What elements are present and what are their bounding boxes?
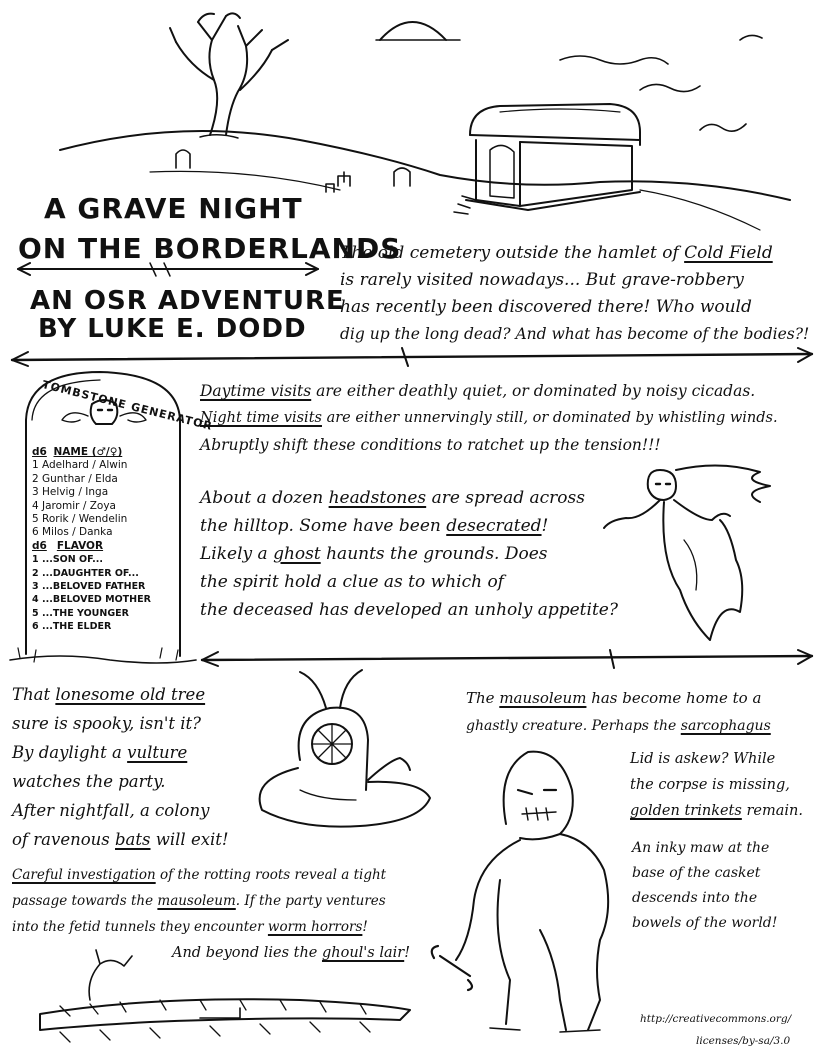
clouds-drawing bbox=[560, 35, 762, 131]
nighttime-keyword: Night time visits bbox=[200, 410, 322, 426]
headstones-line-2 bbox=[200, 512, 620, 540]
flavors-value: ...BELOVED FATHER bbox=[42, 581, 146, 593]
mausoleum-keyword: mausoleum bbox=[499, 689, 587, 707]
names-value: Rorik / Wendelin bbox=[42, 513, 128, 526]
flavors-value: ...BELOVED MOTHER bbox=[42, 594, 151, 606]
names-row bbox=[32, 513, 182, 526]
names-row bbox=[32, 473, 182, 486]
names-value: Milos / Danka bbox=[42, 526, 113, 539]
flavors-value: ...THE ELDER bbox=[42, 621, 112, 633]
daytime-keyword: Daytime visits bbox=[200, 382, 312, 400]
title-line-1: A GRAVE NIGHT bbox=[44, 192, 303, 225]
tree-text: of ravenous bbox=[12, 830, 115, 849]
desecrated-keyword: desecrated bbox=[446, 516, 542, 536]
investigation-text: And beyond lies the bbox=[172, 945, 322, 961]
names-list bbox=[32, 459, 182, 539]
names-header bbox=[32, 446, 182, 459]
cold-field-keyword: Cold Field bbox=[684, 243, 773, 263]
tree-line-5: After nightfall, a colony bbox=[12, 801, 210, 820]
tombstone-heading: TOMBSTONE GENERATOR bbox=[40, 378, 215, 434]
mausoleum-line-7: base of the casket bbox=[632, 865, 761, 881]
tree-line-2: sure is spooky, isn't it? bbox=[12, 714, 202, 733]
tree-line-6 bbox=[12, 825, 272, 854]
moon-drawing bbox=[376, 22, 460, 40]
mausoleum-line-4: the corpse is missing, bbox=[630, 777, 790, 793]
intro-paragraph bbox=[340, 240, 810, 348]
divider-middle bbox=[202, 650, 812, 668]
headstones-line-1 bbox=[200, 484, 620, 512]
license-line-2: licenses/by-sa/3.0 bbox=[696, 1035, 791, 1047]
names-roll: 5 bbox=[32, 513, 39, 526]
license-text bbox=[640, 1008, 812, 1052]
tree-line-4: watches the party. bbox=[12, 772, 166, 791]
mausoleum-line-5 bbox=[630, 798, 810, 824]
mausoleum-line-8: descends into the bbox=[632, 890, 758, 906]
intro-line-1 bbox=[340, 240, 810, 267]
mausoleum-line-6: An inky maw at the bbox=[632, 840, 770, 856]
names-value: Adelhard / Alwin bbox=[42, 459, 128, 472]
headstones-text: ! bbox=[541, 516, 549, 536]
names-die: d6 bbox=[32, 446, 47, 458]
investigation-text: . If the party ventures bbox=[235, 893, 386, 909]
tree-text: That bbox=[12, 685, 56, 704]
mausoleum-line-3: Lid is askew? While bbox=[630, 751, 776, 767]
flavors-value: ...DAUGHTER OF... bbox=[42, 567, 139, 579]
names-row bbox=[32, 526, 182, 539]
flavors-value: ...SON OF... bbox=[42, 554, 103, 566]
tree-line-1 bbox=[12, 680, 272, 709]
bats-keyword: bats bbox=[115, 830, 151, 849]
flavors-roll: 6 bbox=[32, 621, 39, 633]
names-column-header: NAME (♂/♀) bbox=[53, 446, 123, 458]
mausoleum-paragraph-3 bbox=[632, 836, 810, 936]
investigation-text: of the rotting roots reveal a tight bbox=[155, 867, 387, 883]
names-row bbox=[32, 486, 182, 499]
investigation-line-2 bbox=[12, 888, 442, 914]
tree-drawing bbox=[170, 13, 288, 138]
investigation-line-4 bbox=[12, 940, 442, 966]
flavor-header bbox=[32, 540, 182, 553]
flavors-roll: 5 bbox=[32, 607, 39, 619]
ghost-drawing bbox=[604, 465, 770, 640]
mausoleum-line-2 bbox=[466, 712, 811, 740]
investigation-text: into the fetid tunnels they encounter bbox=[12, 919, 268, 935]
investigation-keyword: Careful investigation bbox=[12, 867, 156, 883]
names-roll: 4 bbox=[32, 499, 39, 512]
tree-text: will exit! bbox=[150, 830, 229, 849]
names-roll: 2 bbox=[32, 472, 39, 485]
flavor-list bbox=[32, 553, 182, 633]
names-value: Jaromir / Zoya bbox=[42, 499, 116, 512]
lonesome-tree-keyword: lonesome old tree bbox=[55, 685, 206, 704]
conditions-paragraph bbox=[200, 378, 810, 459]
investigation-text: ! bbox=[362, 919, 368, 935]
names-value: Helvig / Inga bbox=[42, 486, 109, 499]
title-line-3: AN OSR ADVENTURE bbox=[30, 286, 345, 316]
conditions-line-3: Abruptly shift these conditions to ratchet up the tension!!! bbox=[200, 436, 661, 454]
divider-top bbox=[12, 348, 812, 366]
golden-trinkets-keyword: golden trinkets bbox=[630, 803, 742, 819]
intro-line-4: dig up the long dead? And what has become of the bodies?! bbox=[340, 325, 810, 343]
worm-horrors-keyword: worm horrors bbox=[267, 919, 363, 935]
headstones-text: the hilltop. Some have been bbox=[200, 516, 447, 536]
intro-line-3: has recently been discovered there! Who would bbox=[340, 297, 752, 317]
headstones-line-4: the spirit hold a clue as to which of bbox=[200, 572, 504, 592]
flavors-roll: 4 bbox=[32, 594, 39, 606]
flavors-row bbox=[32, 607, 182, 620]
flavors-row bbox=[32, 593, 182, 606]
headstones-line-3 bbox=[200, 540, 620, 568]
mausoleum-text: has become home to a bbox=[586, 689, 762, 707]
flavors-row bbox=[32, 567, 182, 580]
title-line-4: BY LUKE E. DODD bbox=[38, 314, 307, 344]
investigation-text: passage towards the bbox=[12, 893, 158, 909]
names-roll: 6 bbox=[32, 526, 39, 539]
ghoul-drawing bbox=[432, 752, 608, 1032]
tree-text: By daylight a bbox=[12, 743, 128, 762]
investigation-line-3 bbox=[12, 914, 442, 940]
headstones-text: are spread across bbox=[426, 488, 585, 508]
ghost-keyword: ghost bbox=[273, 544, 321, 564]
mausoleum-paragraph-2 bbox=[630, 746, 810, 824]
vulture-keyword: vulture bbox=[127, 743, 188, 762]
headstones-text: About a dozen bbox=[200, 488, 329, 508]
investigation-text: ! bbox=[404, 945, 411, 961]
flavors-row bbox=[32, 580, 182, 593]
tombstone-table bbox=[32, 446, 182, 634]
headstones-line-5: the deceased has developed an unholy appetite? bbox=[200, 600, 618, 620]
flavors-row bbox=[32, 553, 182, 566]
license-line-1: http://creativecommons.org/ bbox=[640, 1013, 792, 1025]
tree-line-3 bbox=[12, 738, 272, 767]
sarcophagus-keyword: sarcophagus bbox=[680, 718, 771, 734]
names-roll: 3 bbox=[32, 486, 39, 499]
flavor-column-header: FLAVOR bbox=[56, 539, 104, 552]
mausoleum-line-1 bbox=[466, 684, 811, 712]
flavors-roll: 2 bbox=[32, 567, 39, 579]
mausoleum-line-9: bowels of the world! bbox=[632, 915, 778, 931]
headstones-text: Likely a bbox=[200, 544, 274, 564]
flavors-roll: 1 bbox=[32, 554, 39, 566]
names-row bbox=[32, 500, 182, 513]
mausoleum-text: The bbox=[466, 689, 500, 707]
mausoleum-paragraph bbox=[466, 684, 811, 740]
conditions-line-1 bbox=[200, 378, 810, 405]
conditions-line-2 bbox=[200, 405, 810, 432]
mausoleum-drawing bbox=[454, 104, 640, 214]
intro-line-2: is rarely visited nowadays... But grave-robbery bbox=[340, 270, 744, 290]
investigation-line-1 bbox=[12, 862, 442, 888]
names-roll: 1 bbox=[32, 459, 39, 472]
conditions-text: are either unnervingly still, or dominated by whistling winds. bbox=[321, 410, 778, 426]
intro-text: The old cemetery outside the hamlet of bbox=[340, 243, 685, 263]
headstones-keyword: headstones bbox=[328, 488, 427, 508]
flavors-roll: 3 bbox=[32, 581, 39, 593]
conditions-text: are either deathly quiet, or dominated by noisy cicadas. bbox=[311, 382, 756, 400]
tree-paragraph bbox=[12, 680, 272, 854]
headstones-text: haunts the grounds. Does bbox=[320, 544, 548, 564]
headstones-paragraph bbox=[200, 484, 620, 624]
names-row bbox=[32, 459, 182, 472]
flavors-value: ...THE YOUNGER bbox=[42, 607, 129, 619]
names-value: Gunthar / Elda bbox=[42, 472, 118, 485]
title-line-2: ON THE BORDERLANDS bbox=[18, 232, 402, 265]
ghouls-lair-keyword: ghoul's lair bbox=[321, 945, 405, 961]
mausoleum-text: ghastly creature. Perhaps the bbox=[466, 718, 681, 734]
worm-horror-drawing bbox=[260, 670, 430, 827]
investigation-paragraph bbox=[12, 862, 442, 966]
flavor-die: d6 bbox=[32, 539, 47, 552]
mausoleum-text: remain. bbox=[741, 803, 803, 819]
flavors-row bbox=[32, 620, 182, 633]
mausoleum-keyword: mausoleum bbox=[157, 893, 236, 909]
